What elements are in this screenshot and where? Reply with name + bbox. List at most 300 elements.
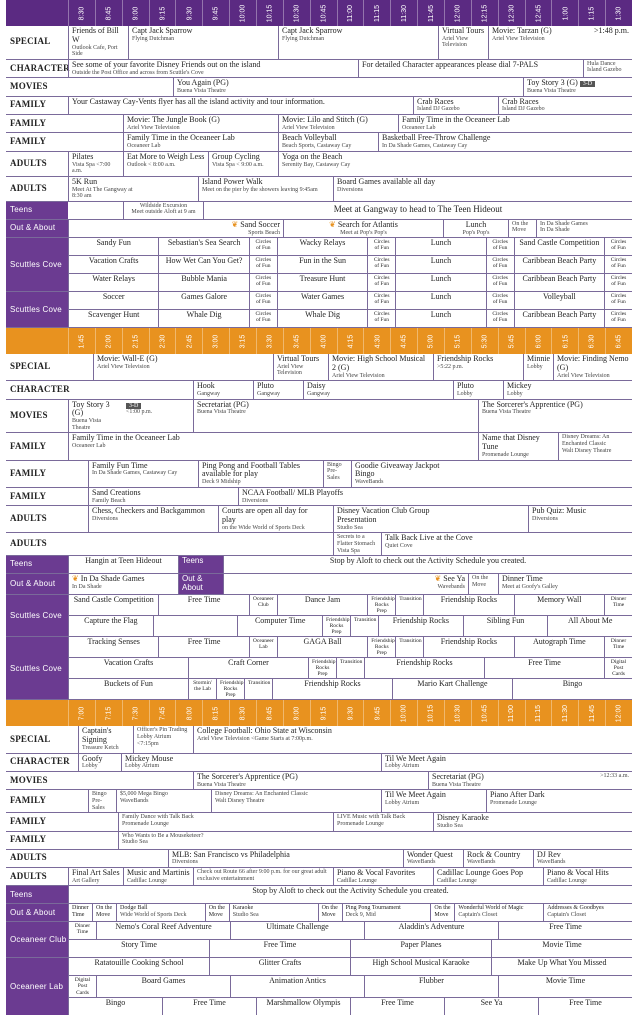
- event-title: In Da Shade Games: [80, 574, 145, 584]
- activity-title: Dinner Time: [74, 923, 91, 936]
- event: [116, 790, 196, 812]
- event-end-time: [518, 772, 632, 789]
- row-movies: [6, 400, 632, 434]
- time-label: 9:00: [132, 6, 140, 20]
- event-title: College Football: Ohio State at Wisconsin: [197, 726, 332, 736]
- event-location: Studio Sea: [337, 524, 363, 531]
- event-location: Gangway: [307, 391, 330, 398]
- event-location: Meet on the pier by the showers leaving 9:45am: [202, 186, 318, 193]
- activity-title: Free Time: [569, 997, 602, 1007]
- event: [381, 533, 501, 555]
- event-title: In Da Shade Games: [540, 220, 588, 227]
- event: [381, 754, 451, 771]
- event: [478, 433, 558, 459]
- event: [198, 177, 333, 201]
- row-teens: [6, 556, 632, 574]
- time-slot: [256, 328, 283, 354]
- event-title: Wonderful World of Magic: [458, 905, 524, 912]
- activity-title: Autograph Time: [532, 637, 586, 647]
- event-title: $5,000 Mega Bingo: [120, 791, 168, 798]
- event-title: Search for Atlantis: [337, 219, 398, 229]
- event: [118, 832, 213, 849]
- time-slot: [605, 328, 632, 354]
- event-title: Goodie Giveaway Jackpot Bingo: [355, 460, 440, 479]
- time-label: 6:45: [615, 334, 623, 348]
- event-title: Disney Dreams: An Enchanted Classic: [562, 434, 610, 448]
- activity-cell: [153, 616, 238, 636]
- event: [463, 850, 533, 867]
- event-title: Piano & Vocal Hits: [547, 868, 609, 878]
- event-location: In Da Shade Games, Castaway Cay: [382, 143, 468, 150]
- time-slot: [310, 328, 337, 354]
- time-slot: [310, 700, 337, 726]
- event-location: WaveBands: [120, 798, 149, 805]
- event-location: on the Wide World of Sports Deck: [222, 524, 305, 531]
- time-slot: [363, 700, 390, 726]
- activity-title: Volleyball: [542, 292, 576, 302]
- activity-title: High School Musical Karaoke: [372, 958, 470, 968]
- activity-title: Digital Post Cards: [74, 977, 91, 996]
- time-label: 11:45: [427, 4, 435, 22]
- activity-title: Fun in the Sun: [299, 256, 346, 266]
- time-label: 10:00: [400, 704, 408, 723]
- row-label: CHARACTER: [10, 62, 70, 73]
- oceaneer-club-block: [6, 922, 632, 958]
- row-label: MOVIES: [10, 80, 48, 91]
- time-slot: [229, 700, 256, 726]
- activity-cell: [158, 238, 248, 255]
- event-title: Family Time in the Oceaneer Lab: [402, 114, 510, 124]
- time-slot: [202, 328, 229, 354]
- activity-title: Sibling Fun: [486, 615, 525, 625]
- event: [433, 813, 513, 830]
- event-title: Movie: Lilo and Stitch (G): [282, 114, 368, 124]
- event-title: Courts are open all day for play: [222, 506, 308, 525]
- row-label: FAMILY: [10, 99, 47, 110]
- time-label: 10:45: [481, 704, 489, 723]
- event: [278, 152, 632, 176]
- event-title: Family Fun Time: [92, 460, 148, 470]
- activity-cell: [364, 658, 484, 678]
- activity-title: Animation Antics: [269, 976, 326, 986]
- event-title: Minnie: [527, 354, 551, 364]
- event-title: Hula Dance: [587, 60, 616, 67]
- activity-cell: [209, 940, 350, 957]
- scuttles-row: [68, 256, 632, 274]
- row-label: MOVIES: [10, 410, 48, 421]
- oceaneer-row: [68, 940, 632, 957]
- event-title: Capt Jack Sparrow: [132, 26, 193, 35]
- event-location: Lobby: [82, 763, 98, 770]
- activity-cell: [367, 238, 395, 255]
- event: [333, 506, 458, 532]
- row-family: [6, 461, 632, 488]
- event-title: Pub Quiz: Music: [532, 506, 587, 516]
- time-label: 4:30: [373, 334, 381, 348]
- oceaneer-row: [68, 998, 632, 1015]
- event-title: The Sorcerer's Apprentice (PG): [482, 399, 583, 409]
- activity-title: Circles of Fun: [255, 239, 272, 252]
- event: [333, 868, 423, 885]
- event: [173, 78, 523, 95]
- time-label: 3:00: [212, 334, 220, 348]
- event: [208, 152, 278, 176]
- activity-title: Circles of Fun: [492, 275, 508, 288]
- event-location: Wide World of Sports Deck: [120, 912, 187, 918]
- activity-cell: [277, 637, 367, 657]
- event: [218, 506, 323, 532]
- event: [68, 152, 123, 176]
- event-title: Crab Races: [502, 96, 539, 106]
- activity-cell: [249, 310, 277, 327]
- row-character: [6, 60, 632, 78]
- event: [433, 868, 543, 885]
- event-title: >1:48 p.m.: [594, 26, 629, 35]
- activity-title: Games Galore: [181, 292, 228, 302]
- activity-cell: [158, 637, 248, 657]
- activity-title: Lunch: [430, 274, 452, 284]
- event: [278, 115, 398, 132]
- activity-cell: [486, 310, 514, 327]
- time-label: 7:30: [132, 706, 140, 721]
- activity-title: Treasure Hunt: [299, 274, 346, 284]
- event-location: Meet At The Gangway at 8:30 am: [72, 186, 133, 200]
- time-label: 9:45: [212, 6, 220, 20]
- activity-title: Movie Time: [545, 976, 586, 986]
- row-label: ADULTS: [10, 538, 47, 549]
- activity-title: Friendship Rocks: [440, 594, 498, 604]
- activity-title: See Ya: [480, 997, 503, 1007]
- event-location: Captain's Closet: [547, 912, 587, 918]
- activity-title: Capture the Flag: [84, 615, 138, 625]
- time-slot: [605, 700, 632, 726]
- event: [533, 850, 632, 867]
- event: [433, 354, 508, 380]
- time-slot: [525, 700, 552, 726]
- row-label: FAMILY: [10, 440, 47, 451]
- event-location: Cadillac Lounge: [547, 877, 587, 884]
- activity-title: Ratatouille Cooking School: [94, 958, 184, 968]
- activity-title: Memory Wall: [537, 594, 582, 604]
- event-title: Stop by Aloft to check out the Activity Schedule you created.: [252, 886, 449, 896]
- event-title: Wildside Excursion: [139, 202, 188, 209]
- activity-cell: [96, 922, 230, 939]
- time-slot: [68, 328, 95, 354]
- event-location: Pop's Pop's: [462, 229, 490, 236]
- activity-cell: [230, 922, 364, 939]
- event-location: WaveBands: [407, 859, 436, 866]
- activity-title: Lunch: [430, 238, 452, 248]
- event-title: Bingo: [327, 461, 342, 468]
- time-slot: [578, 0, 605, 26]
- event: [68, 433, 478, 459]
- time-header-evening: [6, 700, 632, 726]
- time-label: 1:00: [561, 6, 569, 20]
- event-end-time: [568, 26, 632, 59]
- activity-title: Circles of Fun: [492, 311, 508, 324]
- activity-title: Oceaneer Club: [252, 595, 274, 608]
- activity-cell: [237, 616, 322, 636]
- activity-cell: [486, 256, 514, 273]
- time-label: 4:15: [347, 334, 355, 348]
- event-title: Pluto: [257, 381, 274, 391]
- time-label: 8:30: [78, 6, 86, 20]
- event: [205, 904, 229, 921]
- activity-title: Lunch: [430, 310, 452, 320]
- time-slot: [525, 0, 552, 26]
- time-label: 4:00: [320, 334, 328, 348]
- format-badge: 3-D: [580, 81, 595, 87]
- event-location: Promenade Lounge: [482, 452, 529, 459]
- format-badge: 3-D: [126, 403, 141, 409]
- row-label: FAMILY: [10, 490, 47, 501]
- activity-cell: [209, 958, 350, 975]
- activity-cell: [256, 998, 350, 1015]
- event-location: Lobby Atrium <7:15pm: [137, 734, 172, 747]
- activity-cell: [463, 616, 548, 636]
- activity-cell: [395, 238, 485, 255]
- event-location: Walt Disney Theatre: [562, 447, 612, 454]
- event-title: Island Power Walk: [202, 176, 263, 186]
- event-title: Karaoke: [232, 905, 254, 912]
- event: [68, 868, 123, 885]
- time-slot: [471, 0, 498, 26]
- scuttles-row: [68, 616, 632, 636]
- event-title: Secretariat (PG): [432, 772, 484, 782]
- activity-title: How Wet Can You Get?: [165, 256, 243, 266]
- event-title: Sand Soccer: [240, 219, 280, 229]
- time-slot: [444, 328, 471, 354]
- row-label: FAMILY: [10, 136, 47, 147]
- activity-title: Sand Castle Competition: [73, 594, 154, 604]
- time-header-afternoon: [6, 328, 632, 354]
- time-slot: [417, 700, 444, 726]
- activity-cell: [350, 940, 491, 957]
- event: [193, 868, 333, 885]
- event: [68, 904, 92, 921]
- activity-title: Make Up What You Missed: [517, 958, 607, 968]
- event-location: Lobby: [507, 391, 523, 398]
- activity-cell: [68, 658, 188, 678]
- event-title: Goofy: [82, 753, 103, 763]
- time-label: 12:15: [481, 4, 489, 22]
- event-location: WaveBands: [537, 859, 566, 866]
- activity-title: Vacation Crafts: [103, 658, 154, 668]
- time-label: 8:45: [266, 706, 274, 721]
- activity-title: GAGA Ball: [303, 637, 342, 647]
- event-location: Ariel View Television: [492, 35, 545, 42]
- event-title: Pluto: [457, 381, 474, 391]
- event-title: 5K Run: [72, 176, 98, 186]
- time-label: 2:00: [105, 334, 113, 348]
- event-title: Captain's Signing: [82, 726, 112, 745]
- activity-cell: [322, 616, 350, 636]
- activity-title: Transition: [354, 616, 377, 623]
- event: [68, 400, 123, 433]
- event: [128, 26, 278, 59]
- activity-cell: [604, 637, 632, 657]
- time-slot: [417, 0, 444, 26]
- time-label: 3:45: [293, 334, 301, 348]
- time-label: 9:15: [320, 706, 328, 721]
- activity-cell: [486, 274, 514, 291]
- event-title: On the Move: [472, 575, 489, 588]
- activity-title: Transition: [399, 595, 422, 602]
- activity-cell: [96, 976, 230, 996]
- row-label: Out & About: [6, 220, 68, 237]
- activity-title: Buckets of Fun: [104, 679, 153, 689]
- activity-title: Lunch: [430, 292, 452, 302]
- event-title: Hook: [197, 381, 215, 391]
- event-location: Diversions: [337, 186, 363, 193]
- event-title: Dinner Time: [502, 574, 543, 584]
- time-slot: [175, 700, 202, 726]
- event-title: Wonder Quest: [407, 849, 453, 859]
- activity-cell: [514, 256, 604, 273]
- event-location: Oceaneer Lab: [402, 124, 436, 131]
- activity-title: Soccer: [102, 292, 125, 302]
- row-label: CHARACTER: [10, 756, 70, 767]
- event-location: Wavebands: [437, 583, 465, 590]
- time-slot: [363, 0, 390, 26]
- activity-cell: [277, 274, 367, 291]
- row-family: [6, 97, 632, 115]
- time-slot: [283, 328, 310, 354]
- row-label: FAMILY: [10, 117, 47, 128]
- activity-cell: [277, 292, 367, 309]
- event-title: Toy Story 3 (G): [72, 399, 110, 418]
- activity-title: Circles of Fun: [610, 293, 627, 306]
- event-title: Officer's Pin Trading: [137, 727, 188, 734]
- event-location: Outside the Post Office and across from Scuttle's Cove: [72, 69, 204, 76]
- activity-cell: [604, 310, 632, 327]
- event: [430, 904, 454, 921]
- event-location: Lobby Atrium: [385, 763, 420, 770]
- event: [68, 60, 358, 77]
- activity-title: Circles of Fun: [255, 257, 272, 270]
- activity-title: Tracking Senses: [87, 637, 140, 647]
- event: [342, 904, 431, 921]
- activity-cell: [367, 256, 395, 273]
- event-title: Movie: Finding Nemo (G): [557, 354, 629, 372]
- activity-cell: [350, 958, 491, 975]
- event-location: Diversions: [242, 497, 268, 504]
- activity-cell: [514, 238, 604, 255]
- scuttles-row: [68, 637, 632, 658]
- oceaneer-row: [68, 958, 632, 976]
- activity-cell: [68, 958, 209, 975]
- activity-cell: [277, 238, 367, 255]
- time-slot: [202, 0, 229, 26]
- scuttles-cove-block-1: [6, 238, 632, 292]
- time-slot: [310, 0, 337, 26]
- time-label: 9:30: [347, 706, 355, 721]
- event-title: Dinner Time: [72, 905, 89, 918]
- event: [536, 220, 632, 237]
- event: [503, 381, 543, 398]
- event: [323, 461, 351, 487]
- scuttles-cove-block-2: [6, 292, 632, 328]
- time-label: 7:15: [105, 706, 113, 721]
- row-family: [6, 832, 632, 850]
- activity-title: Dinner Time: [610, 638, 627, 651]
- event: [123, 133, 278, 150]
- row-family: [6, 813, 632, 831]
- event: [381, 790, 451, 812]
- time-label: 12:00: [454, 4, 462, 22]
- activity-cell: [158, 310, 248, 327]
- time-label: 3:30: [266, 334, 274, 348]
- row-family: [6, 133, 632, 151]
- activity-title: Friendship Rocks Prep: [371, 638, 395, 657]
- event-title: Yoga on the Beach: [282, 151, 343, 161]
- time-label: 9:30: [185, 6, 193, 20]
- event: [123, 202, 203, 219]
- time-slot: [444, 0, 471, 26]
- activity-title: Stormin' the Lab: [193, 680, 212, 693]
- scuttles-row: [68, 679, 632, 699]
- activity-title: Marshmallow Olympis: [266, 997, 341, 1007]
- event-title: Crab Races: [417, 96, 454, 106]
- activity-cell: [68, 310, 158, 327]
- event-location: Buena Vista Theatre: [72, 418, 102, 431]
- event: [223, 574, 468, 594]
- time-label: 10:00: [239, 4, 247, 22]
- event-location: Cadillac Lounge: [337, 877, 377, 884]
- time-label: 6:30: [588, 334, 596, 348]
- activity-title: Bingo: [105, 997, 126, 1007]
- event-location: Beach Sports, Castaway Cay: [282, 143, 352, 150]
- event-title: Ping Pong and Football Tables available for play: [202, 460, 300, 479]
- event-location: Meet outside Aloft at 9 am: [131, 209, 196, 216]
- time-label: 8:30: [239, 706, 247, 721]
- event: [88, 790, 116, 812]
- event: [443, 220, 508, 237]
- activity-cell: [367, 274, 395, 291]
- event-title: >12:33 a.m.: [600, 773, 629, 780]
- time-slot: [175, 328, 202, 354]
- activity-cell: [378, 616, 463, 636]
- activity-title: Sebastian's Sea Search: [167, 238, 241, 248]
- activity-title: Friendship Rocks Prep: [371, 595, 395, 614]
- activity-title: Oceaneer Lab: [252, 638, 274, 651]
- event: [203, 202, 632, 219]
- time-slot: [390, 700, 417, 726]
- time-label: 2:45: [185, 334, 193, 348]
- activity-title: Circles of Fun: [610, 311, 627, 324]
- row-label: SPECIAL: [10, 733, 51, 744]
- activity-title: Ultimate Challenge: [266, 922, 329, 932]
- event: [553, 354, 632, 380]
- sub-label: Teens: [178, 556, 223, 573]
- row-label: ADULTS: [10, 157, 47, 168]
- time-slot: [95, 328, 122, 354]
- event-location: Deck 9, Mid: [345, 912, 376, 918]
- event: [253, 381, 303, 398]
- time-slot: [229, 0, 256, 26]
- time-slot: [283, 700, 310, 726]
- event: [168, 850, 403, 867]
- event: [68, 220, 283, 237]
- event-title: Beach Volleyball: [282, 133, 337, 143]
- event-location: Ariel View Television: [282, 124, 335, 131]
- activity-title: Dinner Time: [610, 595, 627, 608]
- event: [78, 754, 106, 771]
- event-title: Til We Meet Again: [385, 753, 446, 763]
- event-title: Piano & Vocal Favorites: [337, 868, 416, 878]
- activity-cell: [395, 595, 423, 615]
- row-label: CHARACTER: [10, 384, 70, 395]
